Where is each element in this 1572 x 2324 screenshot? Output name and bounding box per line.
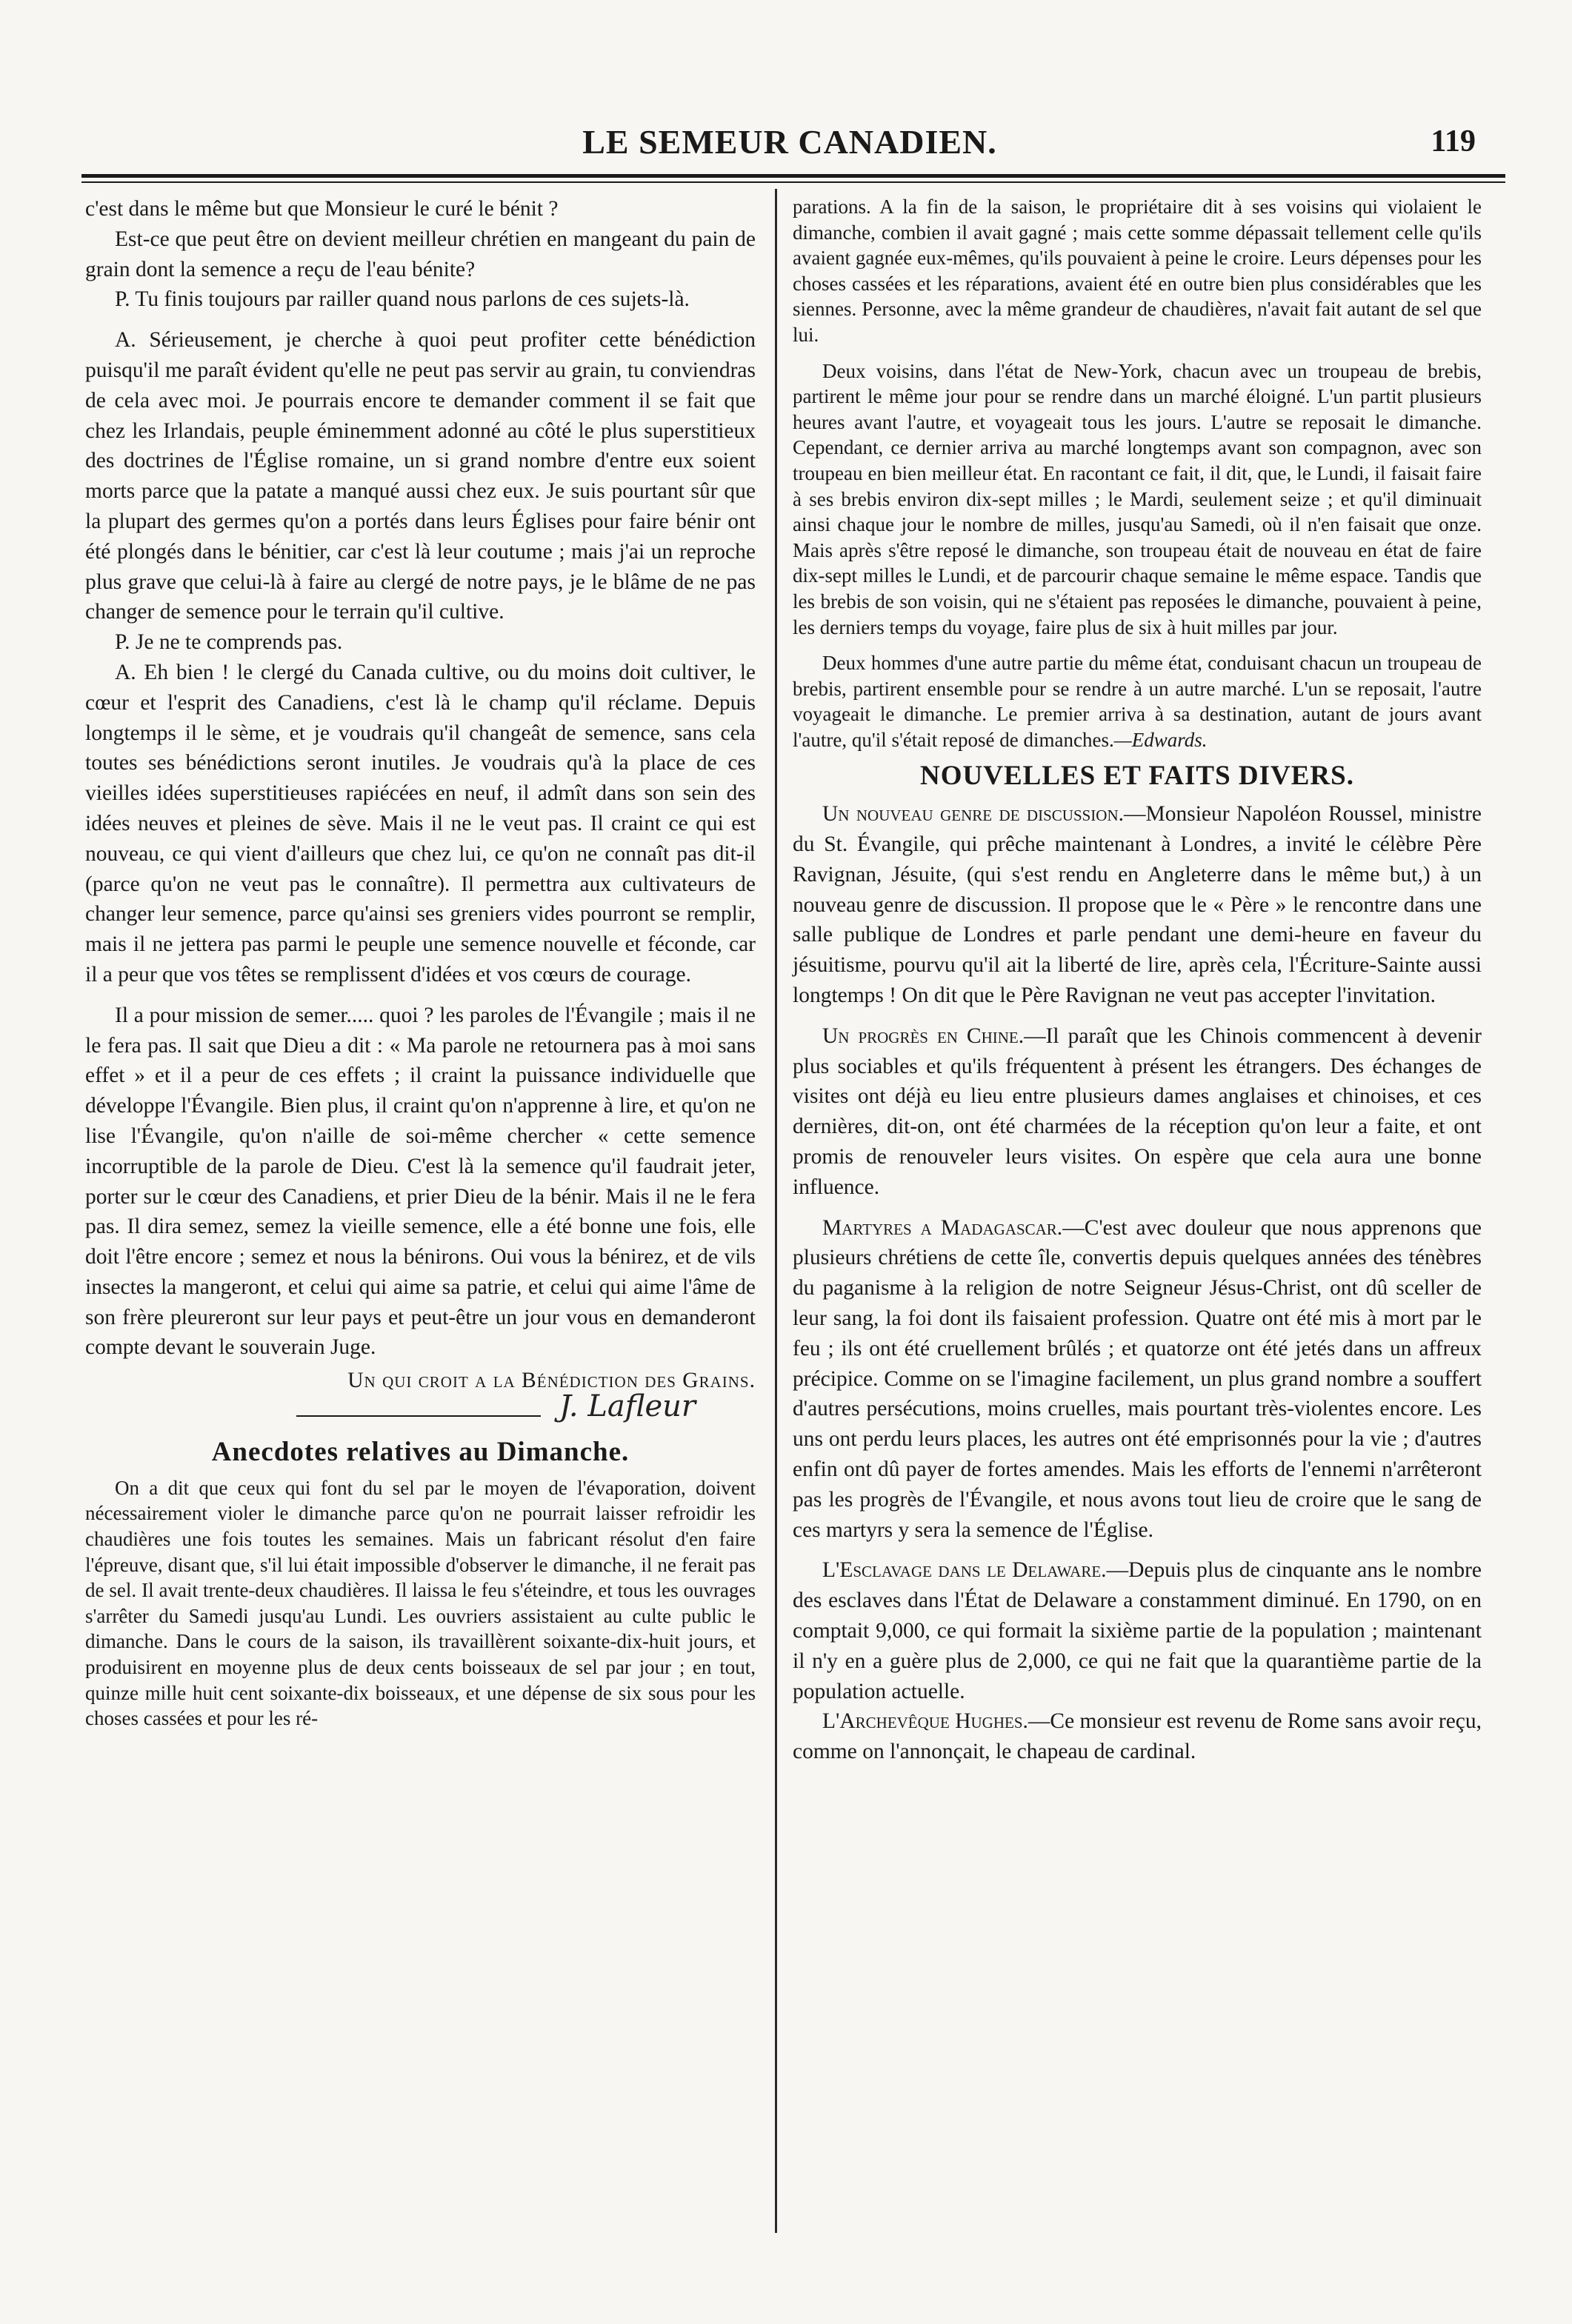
paragraph: Deux voisins, dans l'état de New-York, chacun avec un troupeau de brebis, partirent le même jour pour se rendre dans un marché éloigné. L'un partit plusieurs heures avant l'autre, et voyageait tous les jours. L'autre se reposait le dimanche. Cependant, ce dernier arriva au marché longtemps avant son compagnon, avec son troupeau en bien meilleur état. En racontant ce fait, il dit, que, le Lundi, il faisait faire à ses brebis environ dix-sept milles ; le Mardi, seulement seize ; et qu'il diminuait ainsi chaque jour le nombre de milles, jusqu'au Samedi, où il n'en faisait que onze. Mais après s'être reposé le dimanche, son troupeau était de nouveau en état de faire dix-sept milles le Lundi, et de parcourir chaque semaine le même espace. Tandis que les brebis de son voisin, qui ne s'étaient pas reposées le dimanche, pouvaient à peine, les derniers temps du voyage, faire plus de six à huit milles par jour.: [793, 359, 1482, 638]
section-rule: [296, 1415, 541, 1417]
news-lead: Un progrès en Chine.: [822, 1024, 1025, 1048]
header-rule-thick: [81, 174, 1505, 178]
source-attribution: —Edwards.: [1113, 728, 1208, 751]
news-item: [793, 1555, 1482, 1706]
news-body: —Ce monsieur est revenu de Rome sans avoir reçu, comme on l'annonçait, le chapeau de cardinal.: [793, 1709, 1482, 1764]
running-head: [81, 122, 1498, 167]
news-body: —Monsieur Napoléon Roussel, ministre du St. Évangile, qui prêche maintenant à Londres, a invité le célèbre Père Ravignan, Jésuite, (qui s'est rendu en Angleterre dans le même but,) à un nouveau genre de discussion. Il propose que le « Père » le rencontre dans une salle publique de Londres et parle pendant une demi-heure en faveur du jésuitisme, pourvu qu'il ait la liberté de lire, après cela, l'Écriture-Sainte aussi longtemps ! On dit que le Père Ravignan ne veut pas accepter l'invitation.: [793, 802, 1482, 1008]
paragraph: c'est dans le même but que Monsieur le curé le bénit ?: [85, 197, 559, 221]
paragraph: [793, 650, 1482, 752]
paragraph: A. Sérieusement, je cherche à quoi peut profiter cette bénédiction puisqu'il me paraît évident qu'elle ne peut pas servir au grain, tu conviendras de cela avec moi. Je pourrais encore te demander comment il se fait que chez les Irlandais, peuple éminemment adonné au côté le plus superstitieux des doctrines de l'Église romaine, un si grand nombre d'entre eux soient morts parce que la patate a manqué aussi chez eux. Je suis pourtant sûr que la plupart des germes qu'on a portés dans leurs Églises pour faire bénir ont été plongés dans le bénitier, car c'est là leur coutume ; mais j'ai un reproche plus grave que celui-là à faire au clergé de notre pays, je le blâme de ne pas changer de semence pour le terrain qu'il cultive.: [85, 328, 756, 624]
anecdotes-heading: Anecdotes relatives au Dimanche.: [211, 1437, 630, 1468]
paragraph: Il a pour mission de semer..... quoi ? les paroles de l'Évangile ; mais il ne le fera pas. Il sait que Dieu a dit : « Ma parole ne retournera pas à moi sans effet » et il a peur de ces effets ; il craint la puissance individuelle que développe l'Évangile. Bien plus, il craint qu'on n'apprenne à lire, et qu'on ne lise l'Évangile, qu'on n'aille de soi-même chercher « cette semence incorruptible de la parole de Dieu. C'est là la semence qu'il faudrait jeter, porter sur le cœur des Canadiens, et prier Dieu de la bénir. Mais il ne le fera pas. Il dira semez, semez la vieille semence, elle a été bonne une fois, elle doit l'être encore ; semez et nous la bénirons. Oui vous la bénirez, et de vils insectes la mangeront, et celui qui aime sa patrie, et celui qui aime l'âme de son frère pleureront sur leur pays et peut-être un jour vous en demanderont compte devant le souverain Juge.: [85, 1003, 756, 1360]
paragraph: P. Je ne te comprends pas.: [115, 630, 343, 655]
news-item: [793, 1213, 1482, 1546]
news-heading: NOUVELLES ET FAITS DIVERS.: [920, 761, 1354, 792]
running-title: LE SEMEUR CANADIEN.: [582, 123, 997, 161]
news-item: [793, 1706, 1482, 1767]
handwritten-annotation-row: [85, 1389, 756, 1433]
news-lead: Martyres a Madagascar.: [822, 1215, 1063, 1240]
news-lead: L'Archevêque Hughes.: [822, 1709, 1028, 1734]
news-body: —Depuis plus de cinquante ans le nombre des esclaves dans l'État de Delaware a constamment diminué. En 1790, on en comptait 9,000, ce qui formait la sixième partie de la population ; maintenant il n'y en a guère plus de 2,000, ce qui ne fait que la quarantième partie de la population actuelle.: [793, 1558, 1482, 1703]
paragraph: P. Tu finis toujours par railler quand nous parlons de ces sujets-là.: [115, 287, 690, 312]
news-body: —C'est avec douleur que nous apprenons que plusieurs chrétiens de cette île, convertis depuis quelques années des ténèbres du paganisme à la religion de notre Seigneur Jésus-Christ, ont dû sceller de leur sang, la foi dont ils faisaient profession. Quatre ont été mis à mort par le feu ; ils ont été cruellement brûlés ; et quatorze ont été jetés dans un affreux précipice. Comme on se l'imagine facilement, un plus grand nombre a souffert d'autres persécutions, moins cruelles, mais pourtant très-violentes encore. Les uns ont perdu leurs places, les autres ont été emprisonnés pour la vie ; d'autres enfin ont dû payer de fortes amendes. Mais les efforts de l'ennemi n'arrêteront pas les progrès de l'Évangile, et nous avons tout lieu de croire que le sang de ces martyrs y sera la semence de l'Église.: [793, 1215, 1482, 1542]
letter-signature: Un qui croit a la Bénédiction des Grains.: [347, 1369, 756, 1393]
handwritten-note: J. Lafleur: [559, 1389, 696, 1424]
left-column: [85, 194, 756, 1732]
news-lead: Un nouveau genre de discussion.: [822, 802, 1124, 827]
news-lead: L'Esclavage dans le Delaware.: [822, 1558, 1107, 1583]
paragraph: parations. A la fin de la saison, le propriétaire dit à ses voisins qui violaient le dimanche, combien il avait gagné ; mais cette somme dépassait tellement celle qu'ils avaient gagnée eux-mêmes, qu'ils pouvaient à peine le croire. Leurs dépenses pour les choses cassées et les réparations, avaient été en outre bien plus considérables que les siennes. Personne, avec la même grandeur de chaudières, n'avait fait autant de sel que lui.: [793, 196, 1482, 346]
header-rule-thin: [81, 181, 1505, 183]
news-item: [793, 799, 1482, 1011]
news-item: [793, 1021, 1482, 1203]
column-divider: [775, 189, 777, 2233]
paragraph: On a dit que ceux qui font du sel par le moyen de l'évaporation, doivent nécessairement violer le dimanche parce qu'on ne pourrait laisser refroidir les chaudières une fois toutes les semaines. Mais un fabricant résolut d'en faire l'épreuve, disant que, s'il lui était impossible d'observer le dimanche, il ne ferait pas de sel. Il avait trente-deux chaudières. Il laissa le feu s'éteindre, et tous les ouvrages s'arrêter du Samedi jusqu'au Lundi. Les ouvriers assistaient au culte public le dimanche. Dans le cours de la saison, ils travaillèrent soixante-dix-huit jours, et produisirent en moyenne plus de deux cents boisseaux de sel par jour ; en tout, quinze mille huit cent soixante-dix boisseaux, et une dépense de six sous pour les choses cassées et pour les ré-: [85, 1476, 756, 1730]
paragraph: A. Eh bien ! le clergé du Canada cultive, ou du moins doit cultiver, le cœur et l'esprit des Canadiens, c'est là le champ qu'il réclame. Depuis longtemps il le sème, et je voudrais qu'il changeât de semence, sans cela toutes ses bénédictions seront inutiles. Je voudrais qu'à la place de ces vieilles idées superstitieuses rapiécées en neuf, il admît dans son sein des idées neuves et pleines de sève. Mais il ne le veut pas. Il craint ce qui est nouveau, ce qui vient d'ailleurs que chez lui, ce qu'on ne connaît pas dit-il (parce qu'on ne veut pas le connaître). Il permettra aux cultivateurs de changer leur semence, parce qu'ainsi ses greniers vides pourront se remplir, mais il ne jettera pas parmi le peuple une semence nouvelle et féconde, car il a peur que vos têtes se remplissent d'idées et vos cœurs de courage.: [85, 660, 756, 986]
page-number: 119: [1431, 124, 1476, 158]
paragraph-text: Deux hommes d'une autre partie du même état, conduisant chacun un troupeau de brebis, partirent ensemble pour se rendre à un autre marché. L'un se reposait, l'autre voyageait le dimanche. Le premier arriva à sa destination, autant de jours avant l'autre, qu'il s'était reposé de dimanches.: [793, 652, 1482, 751]
right-column: [793, 194, 1482, 1767]
news-body: —Il paraît que les Chinois commencent à devenir plus sociables et qu'ils fréquentent à présent les étrangers. Des échanges de visites ont déjà eu lieu entre plusieurs dames anglaises et chinoises, et ces dernières, dit-on, ont été charmées de la réception qu'on leur a faite, et ont promis de renouveler leurs visites. On espère que cela aura une bonne influence.: [793, 1024, 1482, 1199]
paragraph: Est-ce que peut être on devient meilleur chrétien en mangeant du pain de grain dont la semence a reçu de l'eau bénite?: [85, 227, 756, 281]
